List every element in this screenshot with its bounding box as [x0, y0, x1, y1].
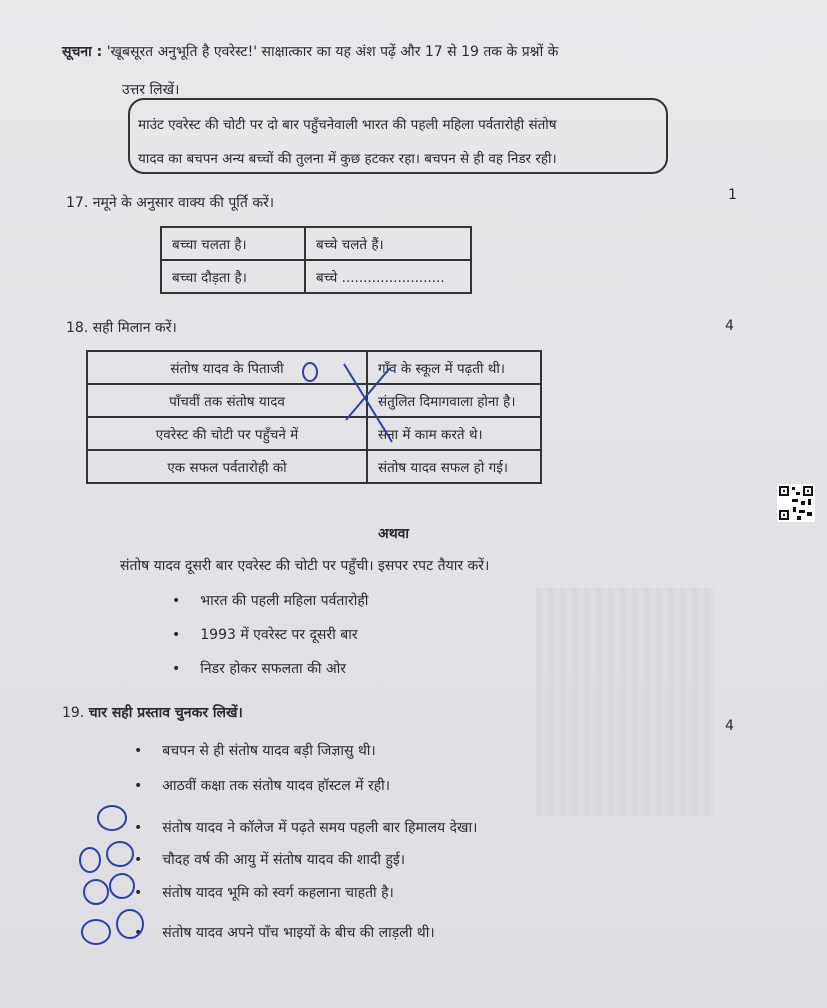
match-right: संतोष यादव सफल हो गई।: [367, 450, 541, 483]
bullet-item: • निडर होकर सफलता की ओर: [172, 659, 346, 678]
option-item: • चौदह वर्ष की आयु में संतोष यादव की शादी हुई।: [134, 850, 405, 869]
q18-marks: 4: [725, 318, 734, 334]
match-right: संतुलित दिमागवाला होना है।: [367, 384, 541, 417]
match-left: संतोष यादव के पिताजी: [87, 351, 367, 384]
q17-table: [160, 226, 472, 294]
q17-number: 17.: [66, 195, 89, 211]
q17-marks: 1: [728, 187, 737, 203]
bullet-item: • भारत की पहली महिला पर्वतारोही: [172, 591, 368, 610]
q17-cell: बच्चा चलता है।: [161, 227, 305, 260]
notice-label: सूचना :: [62, 44, 103, 60]
option-item: • संतोष यादव भूमि को स्वर्ग कहलाना चाहती है।: [134, 883, 394, 902]
notice-line-2: उत्तर लिखें।: [122, 82, 180, 98]
passage-line-2: यादव का बचपन अन्य बच्चों की तुलना में कुछ हटकर रहा। बचपन से ही वह निडर रही।: [138, 151, 557, 167]
q18-number: 18.: [66, 320, 89, 336]
q17-cell: बच्चे चलते हैं।: [305, 227, 471, 260]
q19-marks: 4: [725, 718, 734, 734]
pen-cross-mark: [300, 350, 420, 470]
blurred-region: [536, 588, 714, 816]
passage-line-1: माउंट एवरेस्ट की चोटी पर दो बार पहुँचनेवाली भारत की पहली महिला पर्वतारोही संतोष: [138, 117, 557, 133]
match-right: सेना में काम करते थे।: [367, 417, 541, 450]
q17-text: नमूने के अनुसार वाक्य की पूर्ति करें।: [92, 195, 275, 211]
q19-prompt: [62, 703, 243, 722]
pen-circle-marks: [72, 800, 152, 960]
q19-number: 19.: [62, 705, 85, 721]
bullet-item: • 1993 में एवरेस्ट पर दूसरी बार: [172, 625, 358, 644]
q19-text: चार सही प्रस्ताव चुनकर लिखें।: [88, 705, 243, 721]
option-item: • बचपन से ही संतोष यादव बड़ी जिज्ञासु थी।: [134, 741, 376, 760]
qr-code-icon: [777, 484, 815, 522]
match-left: एवरेस्ट की चोटी पर पहुँचने में: [87, 417, 367, 450]
passage-box: [128, 98, 668, 174]
match-left: पाँचवीं तक संतोष यादव: [87, 384, 367, 417]
notice-text: 'खूबसूरत अनुभूति है एवरेस्ट!' साक्षात्कार का यह अंश पढ़ें और 17 से 19 तक के प्रश्नों के: [106, 44, 559, 60]
q17-cell: बच्चा दौड़ता है।: [161, 260, 305, 293]
q17-answer-cell: बच्चे ........................: [305, 260, 471, 293]
match-right: गाँव के स्कूल में पढ़ती थी।: [367, 351, 541, 384]
q17-prompt: [66, 193, 274, 212]
q18-text: सही मिलान करें।: [92, 320, 177, 336]
table-row: [161, 260, 471, 293]
alt-question: संतोष यादव दूसरी बार एवरेस्ट की चोटी पर पहुँची। इसपर रपट तैयार करें।: [120, 558, 490, 574]
option-item: • आठवीं कक्षा तक संतोष यादव हॉस्टल में रही।: [134, 776, 390, 795]
or-heading: अथवा: [378, 526, 410, 542]
q18-prompt: [66, 318, 177, 337]
match-left: एक सफल पर्वतारोही को: [87, 450, 367, 483]
table-row: [161, 227, 471, 260]
notice-line-1: [62, 42, 558, 61]
option-item: • संतोष यादव अपने पाँच भाइयों के बीच की लाड़ली थी।: [134, 923, 435, 942]
option-item: • संतोष यादव ने कॉलेज में पढ़ते समय पहली बार हिमालय देखा।: [134, 818, 477, 837]
